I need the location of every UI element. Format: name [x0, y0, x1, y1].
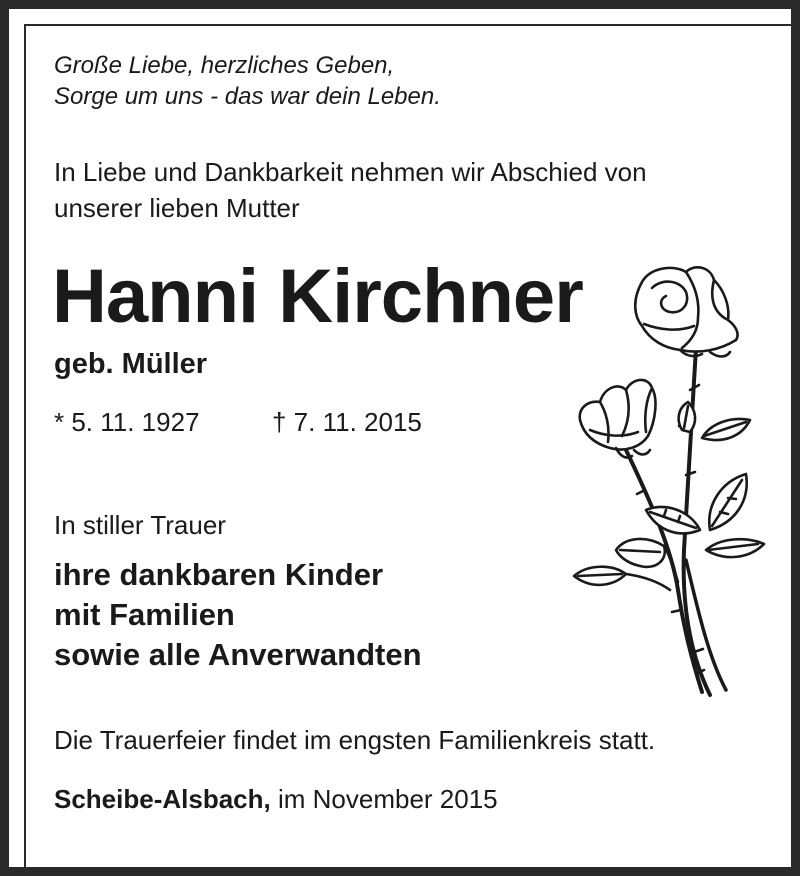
deceased-name: Hanni Kirchner	[52, 254, 583, 339]
intro-line-2: unserer lieben Mutter	[54, 193, 300, 223]
closing-date: im November 2015	[277, 784, 498, 814]
ceremony-note: Die Trauerfeier findet im engsten Familienkreis statt.	[54, 725, 656, 755]
rose-illustration-icon	[560, 260, 770, 705]
birth-name: geb. Müller	[54, 348, 208, 380]
poem-line-2: Sorge um uns - das war dein Leben.	[54, 83, 441, 110]
poem	[54, 50, 441, 112]
mourning-heading: In stiller Trauer	[54, 510, 226, 540]
mourners-line-3: sowie alle Anverwandten	[54, 637, 422, 672]
death-date: † 7. 11. 2015	[272, 407, 422, 437]
intro-line-1: In Liebe und Dankbarkeit nehmen wir Abschied von	[54, 157, 647, 187]
mourners-line-2: mit Familien	[54, 597, 235, 632]
closing-place: Scheibe-Alsbach,	[54, 784, 271, 814]
mourners-list	[54, 555, 422, 675]
birth-date: * 5. 11. 1927	[54, 407, 200, 437]
mourners-line-1: ihre dankbaren Kinder	[54, 557, 384, 592]
closing-line	[54, 782, 498, 816]
poem-line-1: Große Liebe, herzliches Geben,	[54, 52, 395, 79]
intro-text	[54, 154, 647, 226]
